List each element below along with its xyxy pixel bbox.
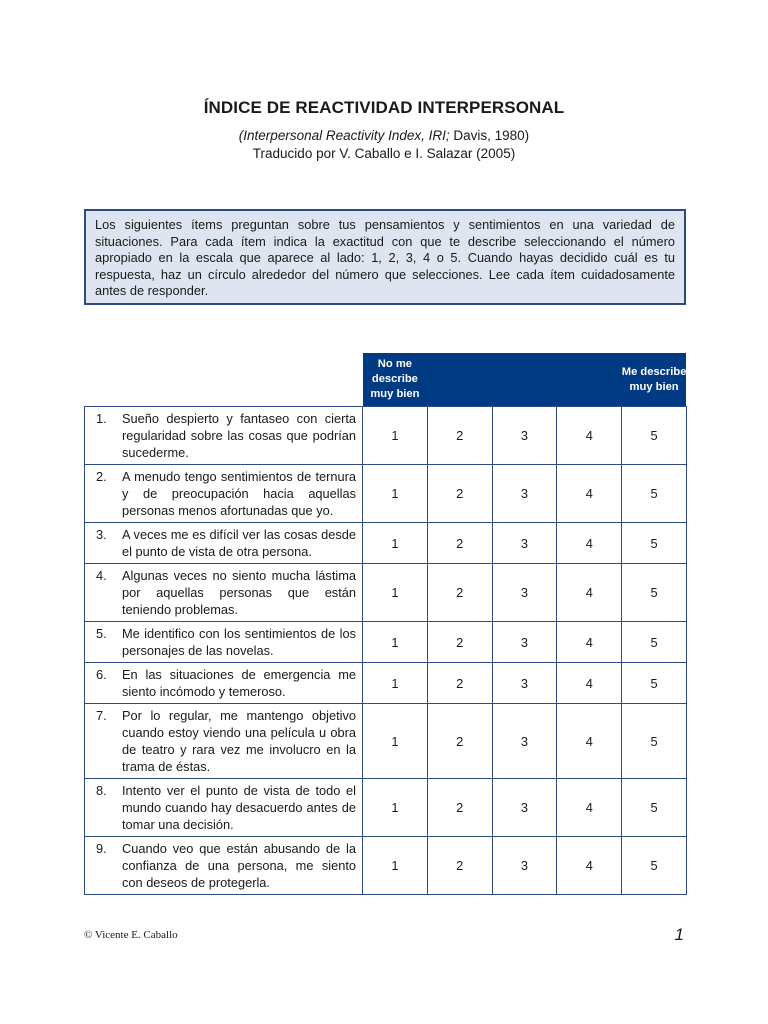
scale-high-label: Me describe muy bien — [622, 353, 687, 407]
item-row — [85, 622, 687, 663]
scale-option-1[interactable]: 1 — [363, 837, 428, 895]
item-text: Me identifico con los sentimientos de los personajes de las novelas. — [122, 626, 356, 658]
scale-option-2[interactable]: 2 — [427, 663, 492, 704]
scale-option-1[interactable]: 1 — [363, 622, 428, 663]
scale-option-4[interactable]: 4 — [557, 704, 622, 779]
item-row — [85, 779, 687, 837]
scale-option-3[interactable]: 3 — [492, 779, 557, 837]
scale-option-2[interactable]: 2 — [427, 704, 492, 779]
item-number: 7. — [96, 708, 107, 723]
item-cell — [85, 837, 363, 895]
source-citation — [0, 128, 768, 143]
page-number: 1 — [674, 925, 684, 944]
scale-low-label: No me describe muy bien — [363, 353, 428, 407]
item-text: A veces me es difícil ver las cosas desde el punto de vista de otra persona. — [122, 527, 356, 559]
item-cell — [85, 779, 363, 837]
scale-option-5[interactable]: 5 — [622, 407, 687, 465]
item-row — [85, 523, 687, 564]
scale-header-row — [85, 353, 687, 407]
scale-option-1[interactable]: 1 — [363, 523, 428, 564]
item-number: 6. — [96, 667, 107, 682]
item-text: En las situaciones de emergencia me siento incómodo y temeroso. — [122, 667, 356, 699]
source-citation-italic: (Interpersonal Reactivity Index, IRI; — [238, 128, 450, 143]
scale-header-cell — [427, 353, 492, 407]
scale-option-5[interactable]: 5 — [622, 663, 687, 704]
item-row — [85, 837, 687, 895]
items-body — [85, 407, 687, 895]
scale-option-2[interactable]: 2 — [427, 779, 492, 837]
item-cell — [85, 465, 363, 523]
item-number: 3. — [96, 527, 107, 542]
translation-credit: Traducido por V. Caballo e I. Salazar (2005) — [252, 146, 516, 161]
scale-option-2[interactable]: 2 — [427, 837, 492, 895]
scale-option-4[interactable]: 4 — [557, 622, 622, 663]
item-number: 8. — [96, 783, 107, 798]
source-citation-author: Davis, 1980) — [449, 128, 530, 143]
item-text: Algunas veces no siento mucha lástima por aquellas personas que están teniendo problemas. — [122, 568, 356, 617]
scale-option-4[interactable]: 4 — [557, 837, 622, 895]
scale-option-3[interactable]: 3 — [492, 564, 557, 622]
scale-header-cell — [557, 353, 622, 407]
scale-option-1[interactable]: 1 — [363, 465, 428, 523]
scale-option-3[interactable]: 3 — [492, 704, 557, 779]
scale-option-1[interactable]: 1 — [363, 663, 428, 704]
scale-option-4[interactable]: 4 — [557, 465, 622, 523]
scale-option-1[interactable]: 1 — [363, 704, 428, 779]
copyright-notice: © Vicente E. Caballo — [84, 929, 178, 941]
item-cell — [85, 407, 363, 465]
item-cell — [85, 523, 363, 564]
scale-option-2[interactable]: 2 — [427, 622, 492, 663]
scale-option-5[interactable]: 5 — [622, 622, 687, 663]
scale-header-cell — [492, 353, 557, 407]
item-text: Cuando veo que están abusando de la confianza de una persona, me siento con deseos de protegerla. — [122, 841, 356, 890]
scale-option-5[interactable]: 5 — [622, 704, 687, 779]
scale-option-3[interactable]: 3 — [492, 465, 557, 523]
item-row — [85, 564, 687, 622]
item-cell — [85, 704, 363, 779]
scale-option-3[interactable]: 3 — [492, 523, 557, 564]
scale-option-5[interactable]: 5 — [622, 523, 687, 564]
scale-option-2[interactable]: 2 — [427, 465, 492, 523]
scale-option-5[interactable]: 5 — [622, 837, 687, 895]
scale-option-1[interactable]: 1 — [363, 564, 428, 622]
scale-option-5[interactable]: 5 — [622, 564, 687, 622]
scale-option-3[interactable]: 3 — [492, 407, 557, 465]
page-title: ÍNDICE DE REACTIVIDAD INTERPERSONAL — [203, 98, 565, 117]
scale-option-2[interactable]: 2 — [427, 523, 492, 564]
item-cell — [85, 663, 363, 704]
scale-option-3[interactable]: 3 — [492, 837, 557, 895]
item-cell — [85, 564, 363, 622]
scale-option-4[interactable]: 4 — [557, 779, 622, 837]
item-row — [85, 407, 687, 465]
item-number: 2. — [96, 469, 107, 484]
item-number: 1. — [96, 411, 107, 426]
item-number: 5. — [96, 626, 107, 641]
scale-option-4[interactable]: 4 — [557, 523, 622, 564]
scale-option-1[interactable]: 1 — [363, 407, 428, 465]
scale-option-4[interactable]: 4 — [557, 564, 622, 622]
item-text: Por lo regular, me mantengo objetivo cuando estoy viendo una película u obra de teatro y rara vez me involucro en la trama de éstas. — [122, 708, 356, 774]
scale-option-3[interactable]: 3 — [492, 622, 557, 663]
item-row — [85, 663, 687, 704]
scale-option-3[interactable]: 3 — [492, 663, 557, 704]
item-text: A menudo tengo sentimientos de ternura y de preocupación hacia aquellas personas menos afortunadas que yo. — [122, 469, 356, 518]
scale-option-5[interactable]: 5 — [622, 779, 687, 837]
item-number: 9. — [96, 841, 107, 856]
questionnaire-table — [84, 353, 687, 895]
scale-option-2[interactable]: 2 — [427, 407, 492, 465]
item-text: Intento ver el punto de vista de todo el mundo cuando hay desacuerdo antes de tomar una decisión. — [122, 783, 356, 832]
scale-option-2[interactable]: 2 — [427, 564, 492, 622]
item-row — [85, 704, 687, 779]
instructions-box: Los siguientes ítems preguntan sobre tus pensamientos y sentimientos en una variedad de situaciones. Para cada ítem indica la exactitud con que te describe seleccionando el número apropiado en la escala que aparece al lado: 1, 2, 3, 4 o 5. Cuando hayas decidido cuál es tu respuesta, haz un círculo alrededor del número que selecciones. Lee cada ítem cuidadosamente antes de responder. — [84, 209, 686, 305]
scale-option-1[interactable]: 1 — [363, 779, 428, 837]
item-cell — [85, 622, 363, 663]
scale-option-4[interactable]: 4 — [557, 407, 622, 465]
item-row — [85, 465, 687, 523]
scale-option-4[interactable]: 4 — [557, 663, 622, 704]
item-number: 4. — [96, 568, 107, 583]
header-blank — [85, 353, 363, 407]
item-text: Sueño despierto y fantaseo con cierta regularidad sobre las cosas que podrían sucederme. — [122, 411, 356, 460]
scale-option-5[interactable]: 5 — [622, 465, 687, 523]
